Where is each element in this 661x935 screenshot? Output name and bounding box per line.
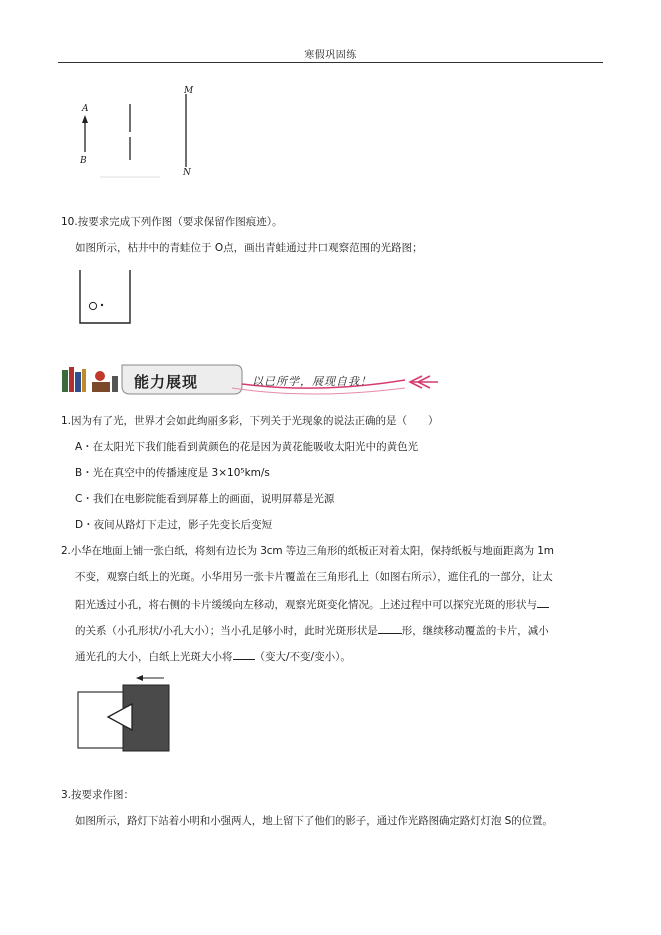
figure-ab-mn: [70, 82, 210, 182]
q1-option-a: A・在太阳光下我们能看到黄颜色的花是因为黄花能吸收太阳光中的黄色光: [75, 441, 419, 453]
frog-point-icon: [101, 304, 103, 306]
book-icon-2: [69, 367, 74, 392]
book-icon-3: [75, 372, 81, 392]
figure-well: [75, 268, 135, 328]
q1-option-c: C・我们在电影院能看到屏幕上的画面，说明屏幕是光源: [75, 493, 335, 505]
book-icon-4: [82, 369, 86, 392]
label-m: M: [184, 86, 194, 96]
q2-line-3-text: 阳光透过小孔，将右侧的卡片缓缓向左移动，观察光斑变化情况。上述过程中可以探究光斑的形状与: [75, 599, 537, 611]
section-banner: [60, 362, 440, 398]
q3-title: 3.按要求作图：: [61, 789, 135, 801]
q10-body: 如图所示，枯井中的青蛙位于 O点，画出青蛙通过井口观察范围的光路图；: [75, 242, 423, 254]
label-n: N: [183, 168, 191, 178]
page-header-title: 寒假巩固练: [304, 50, 357, 61]
label-a: A: [82, 104, 89, 114]
q2-line-5-text-b: （变大/不变/变小）。: [254, 651, 351, 663]
q2-line-5-text-a: 通光孔的大小，白纸上光斑大小将: [75, 651, 233, 663]
q1-option-d: D・夜间从路灯下走过，影子先变长后变短: [75, 519, 273, 531]
q1-option-b: B・光在真空中的传播速度是 3×10⁵km/s: [75, 467, 270, 479]
blank-3[interactable]: [233, 648, 255, 660]
figure-card-triangle: [76, 672, 176, 752]
header-divider: [58, 62, 603, 63]
blank-1[interactable]: [537, 596, 549, 608]
frog-o-mark: [89, 302, 96, 309]
apple-icon: [95, 371, 105, 381]
q2-line-5: [75, 648, 351, 664]
q10-title: 10.按要求完成下列作图（要求保留作图痕迹）。: [61, 216, 283, 228]
arrow-head-icon: [82, 115, 88, 123]
well-walls: [80, 270, 130, 323]
q2-line-4: [75, 622, 549, 638]
arrow-left-icon: [136, 675, 143, 681]
q2-line-2: 不变，观察白纸上的光斑。小华用另一张卡片覆盖在三角形孔上（如图右所示），遮住孔的一部分，让太: [75, 571, 553, 583]
q2-line-4-text-a: 的关系（小孔形状/小孔大小）；当小孔足够小时，此时光斑形状是: [75, 625, 378, 637]
q2-line-4-text-b: 形，继续移动覆盖的卡片，减小: [401, 625, 549, 637]
cup-icon: [112, 376, 118, 392]
banner-slogan: 以已所学，展现自我！: [252, 375, 372, 388]
banner-title: 能力展现: [134, 373, 199, 391]
label-b: B: [80, 156, 87, 166]
book-icon-1: [62, 370, 68, 392]
blank-2[interactable]: [378, 622, 402, 634]
stack-icon: [92, 382, 110, 392]
q2-line-3: [75, 596, 549, 612]
q2-line-1: 2.小华在地面上铺一张白纸，将刻有边长为 3cm 等边三角形的纸板正对着太阳，保持纸板与地面距离为 1m: [61, 545, 554, 557]
q1-stem: 1.因为有了光，世界才会如此绚丽多彩，下列关于光现象的说法正确的是（ ）: [61, 415, 439, 427]
q3-body: 如图所示，路灯下站着小明和小强两人，地上留下了他们的影子，通过作光路图确定路灯灯泡 S的位置。: [75, 815, 553, 827]
